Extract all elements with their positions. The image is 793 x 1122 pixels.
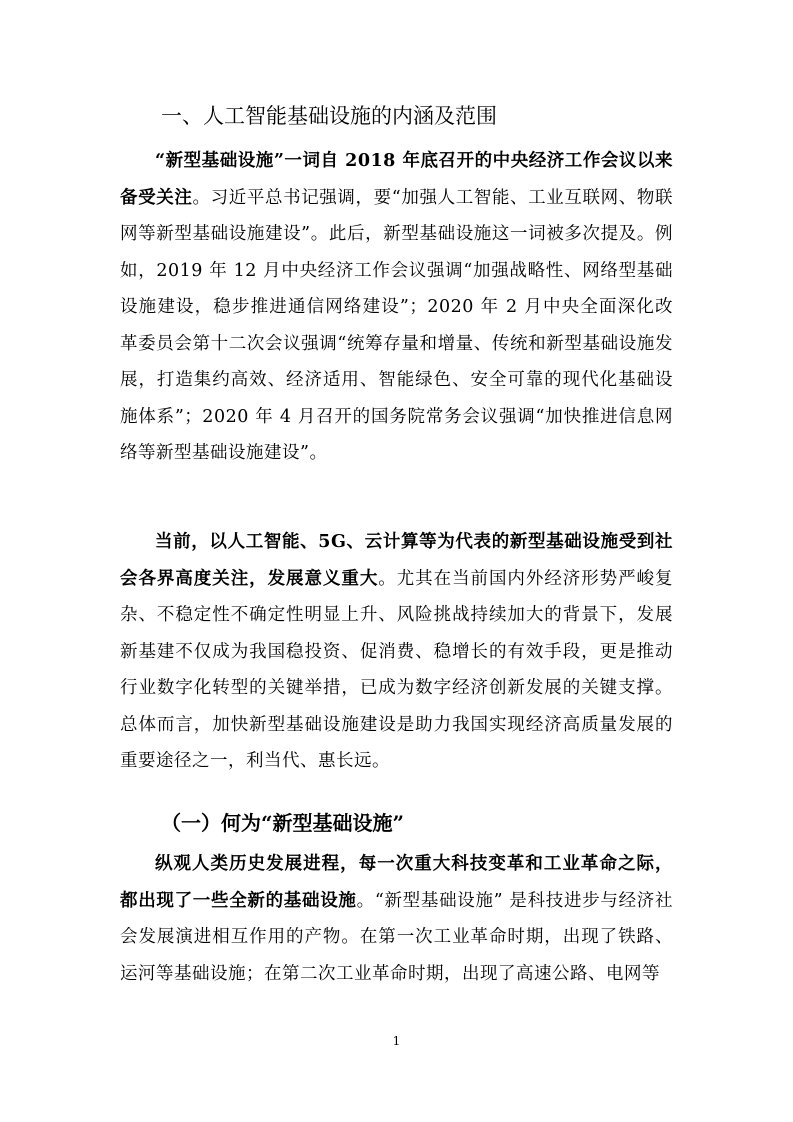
page-number: 1 bbox=[392, 1034, 401, 1048]
paragraph-1 bbox=[120, 143, 673, 472]
section-heading: 一、人工智能基础设施的内涵及范围 bbox=[161, 104, 497, 128]
paragraph-2-body: 。尤其在当前国内外经济形势严峻复杂、不稳定性不确定性明显上升、风险挑战持续加大的背景下，发展新基建不仅成为我国稳投资、促消费、稳增长的有效手段，更是推动行业数字化转型的关键举措，已成为数字经济创新发展的关键支撑。总体而言，加快新型基础设施建设是助力我国实现经济高质量发展的重要途径之一，利当代、惠长远。 bbox=[120, 568, 674, 771]
paragraph-3-body: 。“新型基础设施” 是科技进步与经济社会发展演进相互作用的产物。在第一次工业革命时期，出现了铁路、运河等基础设施；在第二次工业革命时期，出现了高速公路、电网等 bbox=[120, 890, 673, 984]
paragraph-2 bbox=[120, 524, 673, 780]
paragraph-2-lead: 当前，以人工智能、5G、云计算等为代表的新型基础设施受到社会各界高度关注，发展意义重大 bbox=[120, 532, 673, 589]
paragraph-1-lead: “新型基础设施”一词自 2018 年底召开的中央经济工作会议以来备受关注 bbox=[120, 151, 673, 208]
paragraph-3-lead: 纵观人类历史发展进程，每一次重大科技变革和工业革命之际，都出现了一些全新的基础设施 bbox=[120, 854, 673, 911]
paragraph-1-body: 。习近平总书记强调，要“加强人工智能、工业互联网、物联网等新型基础设施建设”。此后，新型基础设施这一词被多次提及。例如，2019 年 12 月中央经济工作会议强调“加强战略性、网络型基础设施建设，稳步推进通信网络建设”；2020 年 2 月中央全面深化改革委员会第十二次会议强调“统筹存量和增量、传统和新型基础设施发展，打造集约高效、经济适用、智能绿色、安全可靠的现代化基础设施体系”；2020 年 4 月召开的国务院常务会议强调“加快推进信息网络等新型基础设施建设”。 bbox=[120, 187, 674, 463]
paragraph-3 bbox=[120, 846, 673, 992]
subsection-heading: （一）何为“新型基础设施” bbox=[161, 811, 405, 835]
